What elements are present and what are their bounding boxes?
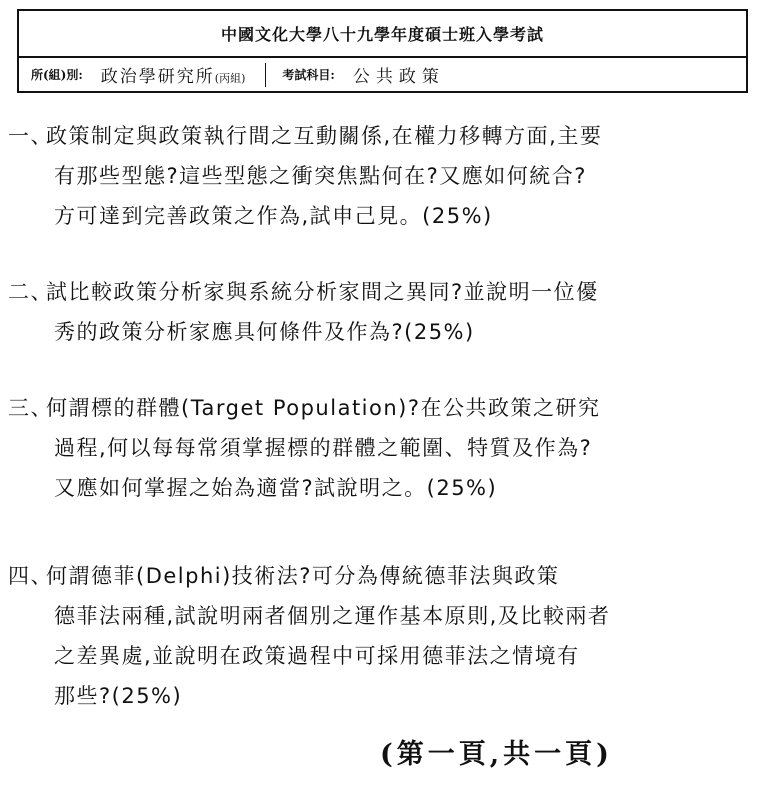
question-1: [8, 116, 760, 236]
department-group: (丙組): [214, 72, 246, 85]
question-text-line: 何謂德菲(Delphi)技術法?可分為傳統德菲法與政策: [46, 564, 560, 588]
question-number: 三、: [8, 396, 53, 420]
question-text-line: 有那些型態?這些型態之衝突焦點何在?又應如何統合?: [54, 164, 587, 188]
question-text-line: 那些?(25%): [54, 684, 183, 708]
question-3: [8, 388, 760, 508]
header-divider: [265, 63, 266, 87]
department-name: 政治學研究所: [100, 67, 215, 87]
department-value: [101, 62, 246, 87]
exam-title: 中國文化大學八十九學年度碩士班入學考試: [19, 11, 746, 58]
question-text-line: 試比較政策分析家與系統分析家間之異同?並說明一位優: [46, 280, 599, 304]
question-text-line: 之差異處,並說明在政策過程中可採用德菲法之情境有: [54, 644, 580, 668]
department-label: 所(組)別:: [31, 68, 83, 82]
question-number: 一、: [8, 124, 53, 148]
question-text-line: 方可達到完善政策之作為,試申己見。(25%): [54, 204, 493, 228]
subject-label: 考試科目:: [282, 68, 335, 82]
question-text-line: 政策制定與政策執行間之互動關係,在權力移轉方面,主要: [46, 124, 603, 148]
question-text-line: 德菲法兩種,試說明兩者個別之運作基本原則,及比較兩者: [54, 604, 611, 628]
exam-header: [17, 9, 748, 93]
question-2: [8, 272, 760, 352]
subject-value: 公共政策: [352, 67, 445, 87]
question-text-line: 又應如何掌握之始為適當?試說明之。(25%): [54, 476, 498, 500]
question-number: 二、: [8, 280, 53, 304]
question-number: 四、: [8, 564, 53, 588]
question-text-line: 秀的政策分析家應具何條件及作為?(25%): [54, 320, 475, 344]
page-number: (第一頁,共一頁): [380, 739, 613, 770]
question-text-line: 過程,何以每每常須掌握標的群體之範圍、特質及作為?: [54, 436, 593, 460]
question-4: [8, 556, 760, 716]
question-text-line: 何謂標的群體(Target Population)?在公共政策之研究: [46, 396, 601, 420]
exam-info-row: [19, 58, 746, 91]
